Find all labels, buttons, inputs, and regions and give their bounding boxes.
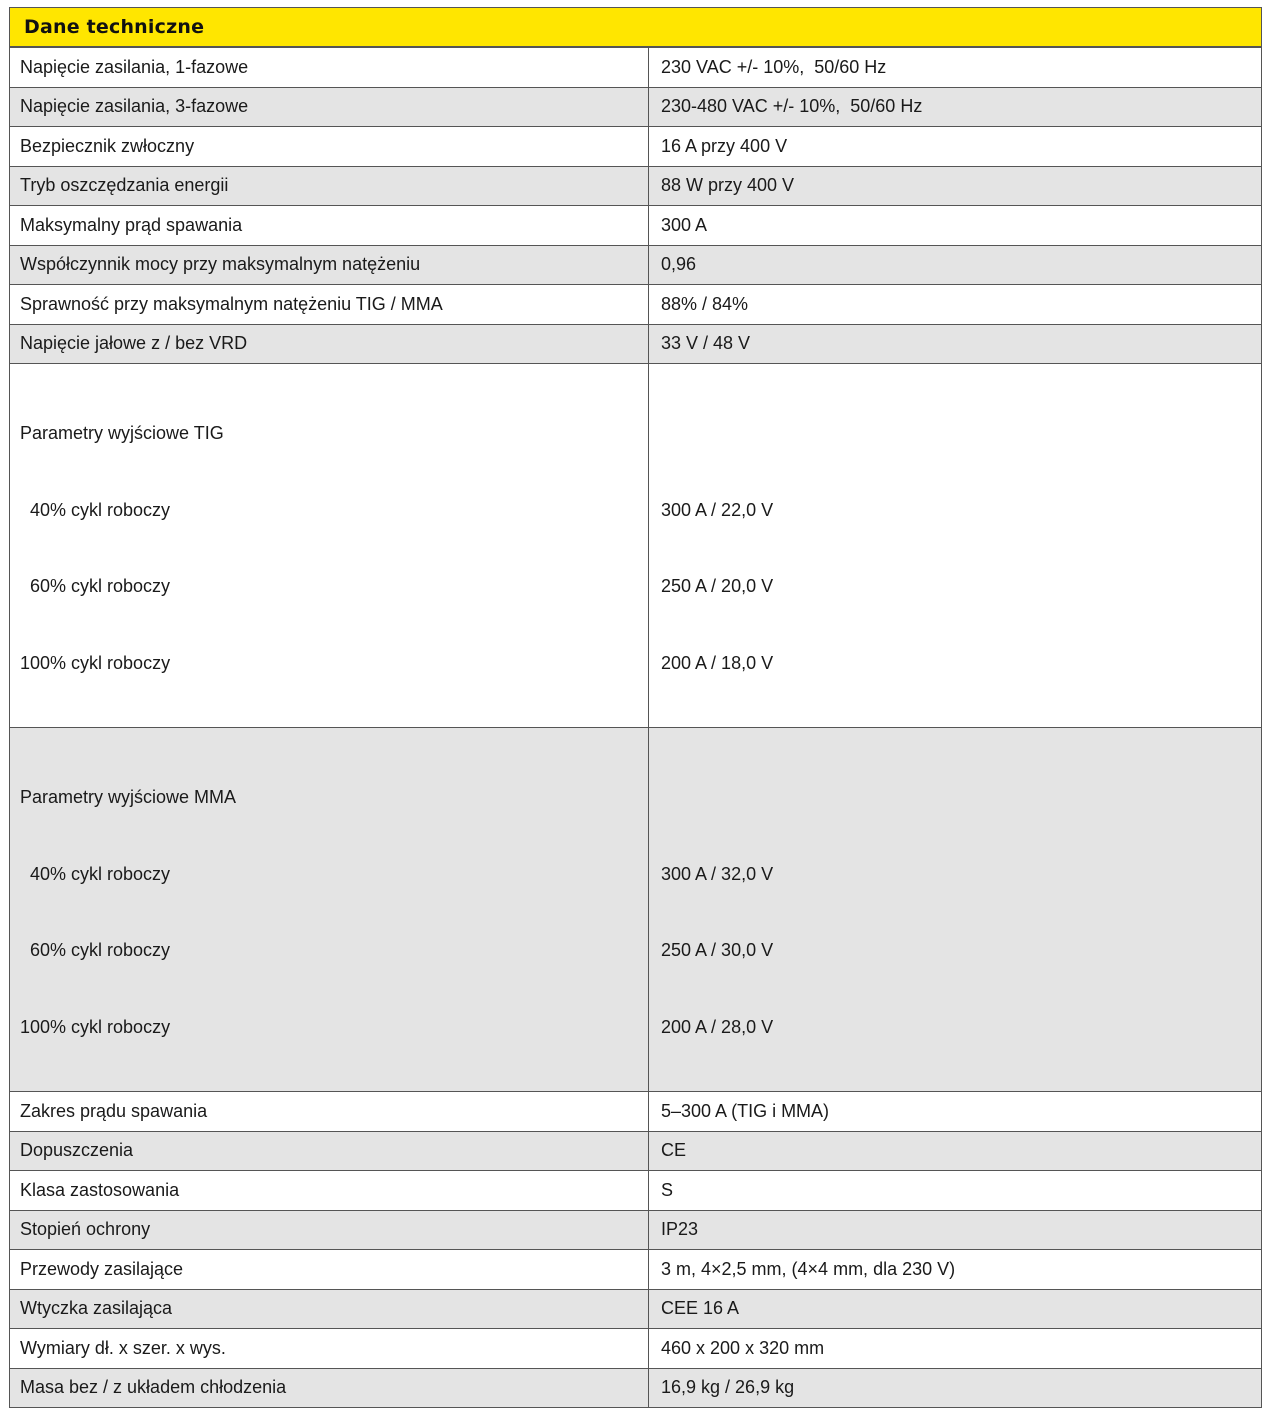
spec-value: CEE 16 A xyxy=(649,1289,1262,1329)
spec-value: 230-480 VAC +/- 10%, 50/60 Hz xyxy=(649,87,1262,127)
spec-sub-value: 200 A / 28,0 V xyxy=(661,1016,774,1037)
spec-label: Wtyczka zasilająca xyxy=(10,1289,649,1329)
spec-label: Sprawność przy maksymalnym natężeniu TIG / MMA xyxy=(10,285,649,325)
table-row xyxy=(10,166,1262,206)
spec-value: 0,96 xyxy=(649,245,1262,285)
spec-value-group xyxy=(649,728,1262,1092)
spec-value: 88% / 84% xyxy=(649,285,1262,325)
spec-label: Parametry wyjściowe MMA xyxy=(20,787,237,807)
table-row xyxy=(10,285,1262,325)
spec-value: 3 m, 4×2,5 mm, (4×4 mm, dla 230 V) xyxy=(649,1250,1262,1290)
spec-sub-value: 200 A / 18,0 V xyxy=(661,652,774,673)
spec-sub-value: 300 A / 32,0 V xyxy=(661,863,774,884)
spec-label: Napięcie jałowe z / bez VRD xyxy=(10,324,649,364)
table-row-tig-output xyxy=(10,364,1262,728)
spec-label-group xyxy=(10,364,649,728)
table-row xyxy=(10,1289,1262,1329)
specs-table xyxy=(9,47,1262,1408)
spec-sub-label: 60% cykl roboczy xyxy=(20,576,171,596)
spec-sub-label: 100% cykl roboczy xyxy=(20,1016,171,1037)
spec-spacer xyxy=(661,421,1251,447)
spec-sub-value: 300 A / 22,0 V xyxy=(661,499,774,520)
table-row xyxy=(10,1250,1262,1290)
table-row xyxy=(10,1329,1262,1369)
spec-value: 33 V / 48 V xyxy=(649,324,1262,364)
spec-sheet xyxy=(9,7,1262,1408)
spec-label: Dopuszczenia xyxy=(10,1131,649,1171)
spec-label: Bezpiecznik zwłoczny xyxy=(10,127,649,167)
table-row xyxy=(10,1368,1262,1408)
spec-value: 16 A przy 400 V xyxy=(649,127,1262,167)
spec-value: 300 A xyxy=(649,206,1262,246)
table-row-mma-output xyxy=(10,728,1262,1092)
spec-label: Zakres prądu spawania xyxy=(10,1092,649,1132)
spec-value: 230 VAC +/- 10%, 50/60 Hz xyxy=(649,48,1262,88)
table-row xyxy=(10,245,1262,285)
spec-spacer xyxy=(661,785,1251,811)
table-title: Dane techniczne xyxy=(24,16,205,38)
table-row xyxy=(10,1092,1262,1132)
spec-value: 460 x 200 x 320 mm xyxy=(649,1329,1262,1369)
spec-value: S xyxy=(649,1171,1262,1211)
spec-value: IP23 xyxy=(649,1210,1262,1250)
table-row xyxy=(10,206,1262,246)
spec-sub-value: 250 A / 20,0 V xyxy=(661,576,774,596)
spec-value: CE xyxy=(649,1131,1262,1171)
spec-label: Napięcie zasilania, 1-fazowe xyxy=(10,48,649,88)
table-header xyxy=(9,7,1262,47)
spec-label: Parametry wyjściowe TIG xyxy=(20,423,224,443)
spec-label: Maksymalny prąd spawania xyxy=(10,206,649,246)
spec-label-group xyxy=(10,728,649,1092)
spec-label: Współczynnik mocy przy maksymalnym natężeniu xyxy=(10,245,649,285)
spec-label: Klasa zastosowania xyxy=(10,1171,649,1211)
spec-label: Przewody zasilające xyxy=(10,1250,649,1290)
table-row xyxy=(10,1131,1262,1171)
spec-sub-label: 40% cykl roboczy xyxy=(20,499,171,520)
table-row xyxy=(10,1210,1262,1250)
spec-value-group xyxy=(649,364,1262,728)
spec-sub-label: 40% cykl roboczy xyxy=(20,863,171,884)
spec-label: Stopień ochrony xyxy=(10,1210,649,1250)
table-row xyxy=(10,48,1262,88)
spec-value: 88 W przy 400 V xyxy=(649,166,1262,206)
spec-sub-label: 100% cykl roboczy xyxy=(20,652,171,673)
spec-label: Wymiary dł. x szer. x wys. xyxy=(10,1329,649,1369)
table-row xyxy=(10,324,1262,364)
spec-label: Tryb oszczędzania energii xyxy=(10,166,649,206)
spec-sub-label: 60% cykl roboczy xyxy=(20,940,171,960)
table-row xyxy=(10,1171,1262,1211)
spec-label: Masa bez / z układem chłodzenia xyxy=(10,1368,649,1408)
table-row xyxy=(10,87,1262,127)
spec-value: 16,9 kg / 26,9 kg xyxy=(649,1368,1262,1408)
table-row xyxy=(10,127,1262,167)
spec-sub-value: 250 A / 30,0 V xyxy=(661,940,774,960)
spec-label: Napięcie zasilania, 3-fazowe xyxy=(10,87,649,127)
spec-value: 5–300 A (TIG i MMA) xyxy=(649,1092,1262,1132)
